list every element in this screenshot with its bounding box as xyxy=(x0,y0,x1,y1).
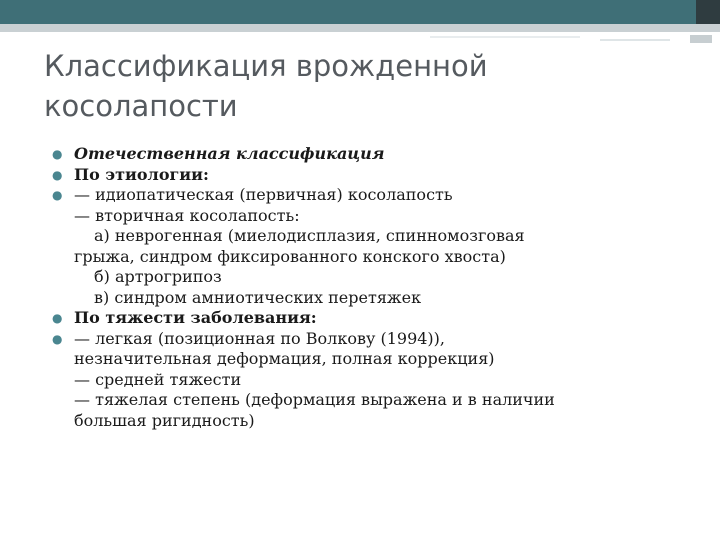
header-underline xyxy=(0,24,720,32)
item-text: По тяжести заболевания: xyxy=(74,308,317,327)
item-line: — тяжелая степень (деформация выражена и в наличии xyxy=(74,390,555,409)
decorative-rule xyxy=(600,39,670,41)
bullet-dot-icon: ● xyxy=(52,147,63,161)
list-item xyxy=(52,329,692,432)
item-line: — идиопатическая (первичная) косолапость xyxy=(74,185,453,204)
list-item xyxy=(52,185,692,308)
item-line: незначительная деформация, полная коррекция) xyxy=(74,349,495,368)
item-line: грыжа, синдром фиксированного конского хвоста) xyxy=(74,246,506,266)
item-line: в) синдром амниотических перетяжек xyxy=(94,287,422,307)
list-item xyxy=(52,144,692,165)
slide-title xyxy=(44,46,684,126)
item-line: — вторичная косолапость: xyxy=(74,205,300,225)
item-line: большая ригидность) xyxy=(74,410,255,430)
item-text: По этиологии: xyxy=(74,164,209,184)
list-item xyxy=(52,308,692,329)
slide-content xyxy=(52,144,692,431)
bullet-dot-icon: ● xyxy=(52,311,63,325)
header-bar xyxy=(0,0,696,24)
item-line: б) артрогрипоз xyxy=(94,267,222,286)
header-bar-corner xyxy=(696,0,720,24)
decorative-rule xyxy=(430,36,580,38)
bullet-dot-icon: ● xyxy=(52,331,63,346)
list-item xyxy=(52,165,692,186)
item-line: — средней тяжести xyxy=(74,369,242,389)
title-line: косолапости xyxy=(44,89,238,123)
decorative-rule xyxy=(690,35,712,43)
item-text: Отечественная классификация xyxy=(74,144,385,163)
item-line: а) неврогенная (миелодисплазия, спинномозговая xyxy=(94,226,525,245)
bullet-dot-icon: ● xyxy=(52,167,63,182)
bullet-dot-icon: ● xyxy=(52,188,63,202)
item-line: — легкая (позиционная по Волкову (1994)), xyxy=(74,328,445,348)
title-line: Классификация врожденной xyxy=(44,49,488,83)
